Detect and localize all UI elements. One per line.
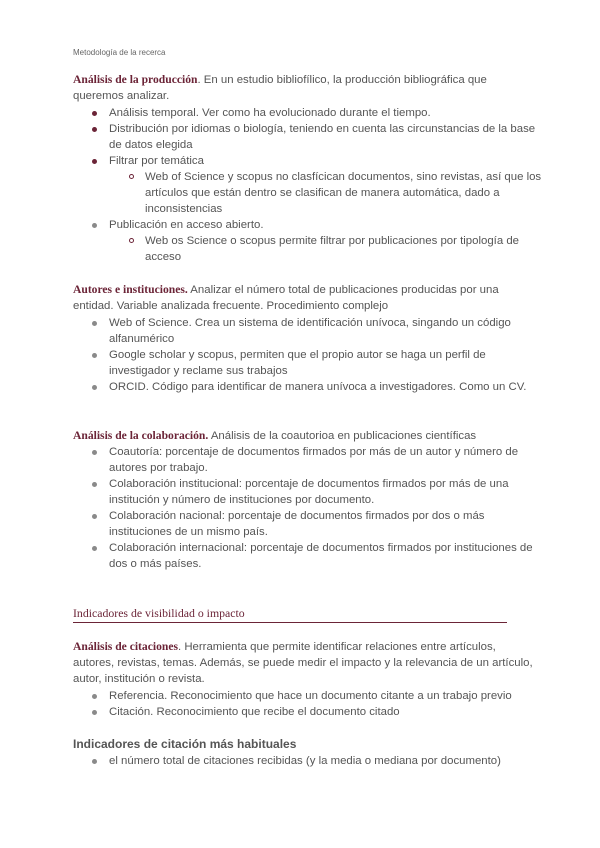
bullet-icon bbox=[92, 694, 97, 699]
bullet-icon bbox=[92, 385, 97, 390]
bullet-icon bbox=[92, 546, 97, 551]
colaboracion-text: Análisis de la coautorioa en publicaciones científicas bbox=[208, 430, 477, 442]
produccion-list bbox=[73, 105, 543, 265]
colaboracion-paragraph bbox=[73, 428, 533, 444]
produccion-lead: Análisis de la producción bbox=[73, 73, 198, 86]
list-item: Google scholar y scopus, permiten que el propio autor se haga un perfil de investigador y reclame sus trabajos bbox=[73, 347, 533, 379]
list-item: Colaboración nacional: porcentaje de documentos firmados por dos o más instituciones de un mismo país. bbox=[73, 508, 533, 540]
indicadores-heading: Indicadores de citación más habituales bbox=[73, 737, 297, 751]
bullet-icon bbox=[92, 159, 97, 164]
bullet-icon bbox=[92, 127, 97, 132]
bullet-icon bbox=[92, 321, 97, 326]
bullet-icon bbox=[92, 450, 97, 455]
colaboracion-list bbox=[73, 444, 533, 572]
autores-list bbox=[73, 315, 533, 395]
section-title: Indicadores de visibilidad o impacto bbox=[73, 606, 507, 623]
list-item: Filtrar por temática bbox=[73, 153, 543, 169]
list-item: Análisis temporal. Ver como ha evolucionado durante el tiempo. bbox=[73, 105, 543, 121]
citaciones-paragraph bbox=[73, 639, 533, 687]
list-item: Citación. Reconocimiento que recibe el documento citado bbox=[73, 704, 533, 720]
bullet-icon bbox=[92, 111, 97, 116]
list-item: Distribución por idiomas o biología, teniendo en cuenta las circunstancias de la base de datos elegida bbox=[73, 121, 543, 153]
list-item: Coautoría: porcentaje de documentos firmados por más de un autor y número de autores por trabajo. bbox=[73, 444, 533, 476]
colaboracion-lead: Análisis de la colaboración. bbox=[73, 429, 209, 442]
list-item: Referencia. Reconocimiento que hace un documento citante a un trabajo previo bbox=[73, 688, 533, 704]
page-header: Metodología de la recerca bbox=[73, 48, 166, 57]
circle-bullet-icon bbox=[129, 174, 134, 179]
bullet-icon bbox=[92, 482, 97, 487]
citaciones-lead: Análisis de citaciones bbox=[73, 640, 178, 653]
list-subitem: Web of Science y scopus no clasfícican documentos, sino revistas, así que los artículos que están dentro se clasifican de manera automática, dado a inconsistencias bbox=[73, 169, 543, 217]
produccion-paragraph bbox=[73, 72, 533, 104]
list-item: Colaboración internacional: porcentaje de documentos firmados por instituciones de dos o más países. bbox=[73, 540, 533, 572]
bullet-icon bbox=[92, 353, 97, 358]
indicadores-list bbox=[73, 753, 533, 769]
bullet-icon bbox=[92, 710, 97, 715]
autores-paragraph bbox=[73, 282, 533, 314]
circle-bullet-icon bbox=[129, 238, 134, 243]
list-item: Web of Science. Crea un sistema de identificación unívoca, singando un código alfanumérico bbox=[73, 315, 533, 347]
list-item: Publicación en acceso abierto. bbox=[73, 217, 543, 233]
bullet-icon bbox=[92, 514, 97, 519]
bullet-icon bbox=[92, 223, 97, 228]
autores-lead: Autores e instituciones. bbox=[73, 283, 188, 296]
bullet-icon bbox=[92, 759, 97, 764]
list-item: Colaboración institucional: porcentaje de documentos firmados por más de una institución y número de instituciones por documento. bbox=[73, 476, 533, 508]
autores-text: Analizar el número total de publicaciones producidas por una entidad. Variable analizada frecuente. Procedimiento complejo bbox=[73, 284, 499, 312]
produccion-text: . En un estudio bibliofílico, la producción bibliográfica que queremos analizar. bbox=[73, 74, 487, 102]
citaciones-text: . Herramienta que permite identificar relaciones entre artículos, autores, revistas, temas. Además, se puede medir el impacto y la relevancia de un artículo, autor, institución o revista. bbox=[73, 641, 533, 685]
list-item: ORCID. Código para identificar de manera unívoca a investigadores. Como un CV. bbox=[73, 379, 533, 395]
list-subitem: Web os Science o scopus permite filtrar por publicaciones por tipología de acceso bbox=[73, 233, 543, 265]
citaciones-list bbox=[73, 688, 533, 720]
list-item: el número total de citaciones recibidas (y la media o mediana por documento) bbox=[73, 753, 533, 769]
